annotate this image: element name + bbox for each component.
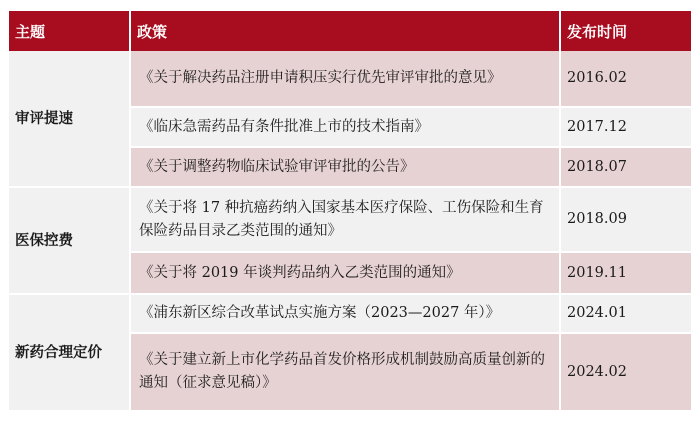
policy-cell: 《关于解决药品注册申请积压实行优先审评审批的意见》 — [130, 51, 560, 107]
policy-cell: 《临床急需药品有条件批准上市的技术指南》 — [130, 107, 560, 147]
policy-cell: 《关于将 2019 年谈判药品纳入乙类范围的通知》 — [130, 252, 560, 294]
header-row — [9, 11, 691, 51]
table-row — [9, 51, 691, 107]
header-policy: 政策 — [130, 11, 560, 51]
date-cell: 2024.02 — [560, 333, 691, 411]
policy-cell: 《关于建立新上市化学药品首发价格形成机制鼓励高质量创新的通知（征求意见稿）》 — [130, 333, 560, 411]
date-cell: 2016.02 — [560, 51, 691, 107]
table-row — [9, 294, 691, 333]
policy-cell: 《关于将 17 种抗癌药纳入国家基本医疗保险、工伤保险和生育保险药品目录乙类范围的通知》 — [130, 187, 560, 252]
topic-cell: 医保控费 — [9, 187, 130, 294]
policy-table — [9, 11, 691, 412]
header-topic: 主题 — [9, 11, 130, 51]
date-cell: 2018.07 — [560, 147, 691, 187]
date-cell: 2018.09 — [560, 187, 691, 252]
topic-cell: 新药合理定价 — [9, 294, 130, 411]
table-row — [9, 187, 691, 252]
topic-cell: 审评提速 — [9, 51, 130, 187]
policy-cell: 《浦东新区综合改革试点实施方案（2023—2027 年）》 — [130, 294, 560, 333]
date-cell: 2017.12 — [560, 107, 691, 147]
date-cell: 2024.01 — [560, 294, 691, 333]
date-cell: 2019.11 — [560, 252, 691, 294]
policy-cell: 《关于调整药物临床试验审评审批的公告》 — [130, 147, 560, 187]
header-date: 发布时间 — [560, 11, 691, 51]
